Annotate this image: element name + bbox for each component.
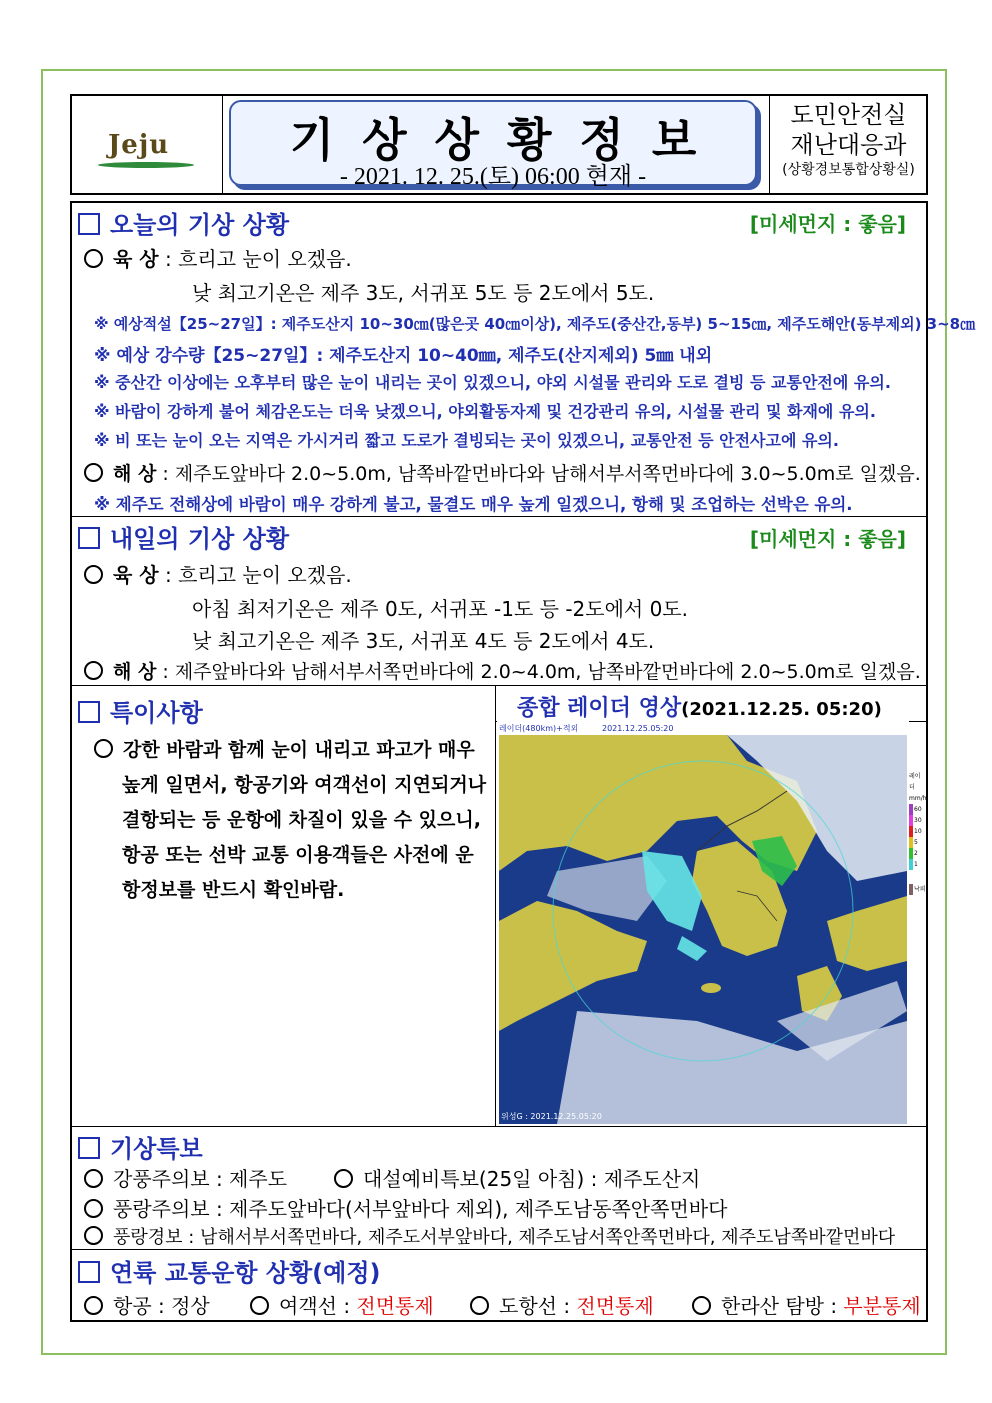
legend-value: 10 — [909, 826, 926, 837]
divider — [72, 1126, 926, 1127]
today-note-snow: ※ 예상적설【25~27일】: 제주도산지 10~30㎝(많은곳 40㎝이상), 제주도(중산간,동부) 5~15㎝, 제주도해안(동부제외) 3~8㎝ — [94, 315, 976, 333]
today-land-temp: 낮 최고기온은 제주 3도, 서귀포 5도 등 2도에서 5도. — [192, 281, 655, 305]
radar-caption-top: 레이더(480km)+적외 — [499, 724, 579, 733]
tomorrow-sea-row: 해 상 : 제주앞바다와 남해서부서쪽먼바다에 2.0~4.0m, 남쪽바깥먼바다에 2.0~5.0m로 일겠음. — [84, 657, 921, 684]
today-note-wind: ※ 바람이 강하게 불어 체감온도는 더욱 낮겠으니, 야외활동자제 및 건강관리 유의, 시설물 관리 및 화재에 유의. — [94, 402, 876, 421]
warning-row: 풍랑경보 : 남해서부서쪽먼바다, 제주도서부앞바다, 제주도남서쪽안쪽먼바다, 제주도남쪽바깥먼바다 — [84, 1223, 895, 1249]
circle-bullet-icon — [84, 661, 103, 680]
radar-map — [499, 735, 907, 1124]
circle-bullet-icon — [84, 463, 103, 482]
special-line: 높게 일면서, 항공기와 여객선이 지연되거나 — [122, 774, 487, 796]
square-bullet-icon — [78, 701, 100, 723]
dept-name: 도민안전실 — [790, 101, 907, 129]
circle-bullet-icon — [94, 739, 113, 758]
logo-swash-icon — [98, 162, 194, 168]
special-line: 강한 바람과 함께 눈이 내리고 파고가 매우 — [94, 733, 494, 768]
traffic-item-ferry: 여객선 : 전면통제 — [250, 1290, 434, 1319]
divider — [72, 685, 926, 686]
warning-row: 대설예비특보(25일 아침) : 제주도산지 — [334, 1163, 700, 1192]
today-sea-row: 해 상 : 제주도앞바다 2.0~5.0m, 남쪽바깥먼바다와 남해서부서쪽먼바다에 3.0~5.0m로 일겠음. — [84, 459, 921, 486]
today-section-title: 오늘의 기상 상황 — [78, 205, 289, 240]
dept-office: (상황경보통합상황실) — [782, 162, 915, 178]
circle-bullet-icon — [334, 1169, 353, 1188]
today-sea-note: ※ 제주도 전해상에 바람이 매우 강하게 불고, 물결도 매우 높게 일겠으니, 항해 및 조업하는 선박은 유의. — [94, 495, 853, 514]
legend-value: 1 — [909, 859, 926, 870]
legend-title: 레이더 — [909, 773, 921, 791]
tomorrow-land-max: 낮 최고기온은 제주 3도, 서귀포 4도 등 2도에서 4도. — [192, 629, 655, 653]
circle-bullet-icon — [470, 1296, 489, 1315]
warning-row: 강풍주의보 : 제주도 — [84, 1163, 287, 1192]
special-section-title: 특이사항 — [78, 693, 203, 728]
circle-bullet-icon — [84, 249, 103, 268]
circle-bullet-icon — [84, 1226, 103, 1245]
legend-value: 5 — [909, 837, 926, 848]
department — [769, 96, 927, 193]
header — [70, 94, 928, 195]
square-bullet-icon — [78, 1261, 100, 1283]
divider-vertical — [495, 685, 496, 1127]
divider — [72, 1249, 926, 1250]
radar-title: 종합 레이더 영상(2021.12.25. 05:20) — [517, 696, 882, 721]
radar-caption-bottom: 위성G : 2021.12.25.05:20 — [501, 1112, 602, 1121]
square-bullet-icon — [78, 1137, 100, 1159]
warnings-section-title: 기상특보 — [78, 1129, 203, 1164]
special-line: 항정보를 반드시 확인바람. — [122, 879, 345, 901]
circle-bullet-icon — [84, 1296, 103, 1315]
divider — [72, 516, 926, 517]
circle-bullet-icon — [250, 1296, 269, 1315]
logo-text: Jeju — [108, 130, 170, 160]
tomorrow-land-min: 아침 최저기온은 제주 0도, 서귀포 -1도 등 -2도에서 0도. — [192, 597, 688, 621]
legend-value: 60 — [909, 804, 926, 815]
today-dust: [미세먼지 : 좋음] — [749, 212, 906, 236]
legend-lightning: 낙뢰 — [909, 884, 926, 895]
tomorrow-section-title: 내일의 기상 상황 — [78, 519, 289, 554]
warning-row: 풍랑주의보 : 제주도앞바다(서부앞바다 제외), 제주도남동쪽안쪽먼바다 — [84, 1193, 727, 1222]
radar-caption-time: 2021.12.25.05:20 — [602, 724, 674, 733]
traffic-item-island-ferry: 도항선 : 전면통제 — [470, 1290, 654, 1319]
special-line: 항공 또는 선박 교통 이용객들은 사전에 운 — [122, 844, 474, 866]
jeju-logo — [72, 96, 223, 193]
dept-division: 재난대응과 — [790, 131, 907, 159]
today-note-visibility: ※ 비 또는 눈이 오는 지역은 가시거리 짧고 도로가 결빙되는 곳이 있겠으니, 교통안전 등 안전사고에 유의. — [94, 431, 839, 450]
square-bullet-icon — [78, 527, 100, 549]
tomorrow-dust: [미세먼지 : 좋음] — [749, 527, 906, 551]
report-body — [70, 201, 976, 1322]
legend-unit: mm/h — [909, 795, 927, 802]
special-notes — [94, 733, 494, 908]
report-datetime: - 2021. 12. 25.(토) 06:00 현재 - — [339, 164, 647, 190]
radar-image — [497, 721, 909, 1126]
traffic-item-hallasan: 한라산 탐방 : 부분통제 — [692, 1290, 921, 1319]
legend-value: 2 — [909, 848, 926, 859]
page-title: 기상상황정보 — [289, 113, 725, 167]
traffic-section-title: 연륙 교통운항 상황(예정) — [78, 1253, 381, 1288]
special-line: 결항되는 등 운항에 차질이 있을 수 있으니, — [122, 809, 481, 831]
legend-value: 30 — [909, 815, 926, 826]
radar-legend-strip — [909, 771, 926, 895]
traffic-item-air: 항공 : 정상 — [84, 1290, 210, 1319]
today-note-midland: ※ 중산간 이상에는 오후부터 많은 눈이 내리는 곳이 있겠으니, 야외 시설물 관리와 도로 결빙 등 교통안전에 유의. — [94, 373, 891, 392]
circle-bullet-icon — [84, 1169, 103, 1188]
circle-bullet-icon — [692, 1296, 711, 1315]
square-bullet-icon — [78, 213, 100, 235]
circle-bullet-icon — [84, 565, 103, 584]
today-note-rain: ※ 예상 강수량【25~27일】: 제주도산지 10~40㎜, 제주도(산지제외) 5㎜ 내외 — [94, 346, 713, 366]
circle-bullet-icon — [84, 1199, 103, 1218]
today-land-row: 육 상 : 흐리고 눈이 오겠음. — [84, 243, 352, 272]
title-box — [229, 100, 757, 190]
tomorrow-land-row: 육 상 : 흐리고 눈이 오겠음. — [84, 559, 352, 588]
